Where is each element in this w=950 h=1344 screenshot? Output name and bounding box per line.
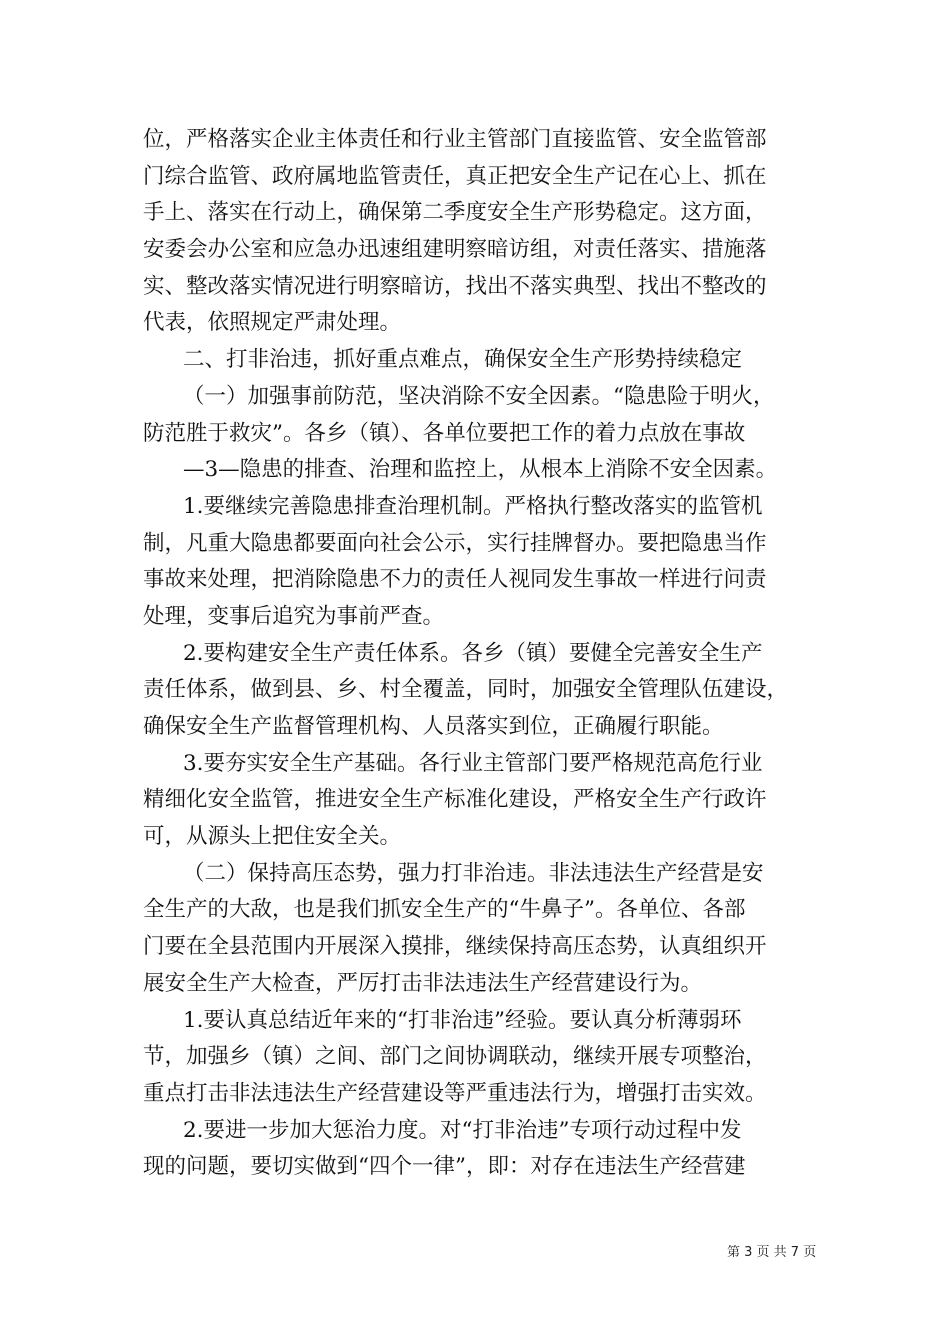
text-line: 门综合监管、政府属地监管责任，真正把安全生产记在心上、抓在 [143, 163, 767, 189]
text-line: 门要在全县范围内开展深入摸排，继续保持高压态势，认真组织开 [143, 934, 767, 960]
text-line: 全生产的大敌，也是我们抓安全生产的“牛鼻子”。各单位、各部 [143, 897, 746, 923]
text-line: 代表，依照规定严肃处理。 [143, 310, 402, 336]
text-line: 2.要构建安全生产责任体系。各乡（镇）要健全完善安全生产 [183, 640, 763, 666]
text-line: 实、整改落实情况进行明察暗访，找出不落实典型、找出不整改的 [143, 273, 767, 299]
paragraph [143, 379, 823, 452]
text-line: 处理，变事后追究为事前严查。 [143, 603, 445, 629]
text-line: 确保安全生产监督管理机构、人员落实到位，正确履行职能。 [143, 714, 724, 739]
text-line: 责任体系，做到县、乡、村全覆盖，同时，加强安全管理队伍建设， [143, 677, 789, 703]
text-line: 重点打击非法违法生产经营建设等严重违法行为，增强打击实效。 [143, 1080, 767, 1106]
text-line: 防范胜于救灾”。各乡（镇）、各单位要把工作的着力点放在事故 [143, 420, 746, 446]
paragraph [143, 1113, 823, 1186]
text-line: 精细化安全监管，推进安全生产标准化建设，严格安全生产行政许 [143, 787, 767, 813]
text-line: （二）保持高压态势，强力打非治违。非法违法生产经营是安 [183, 860, 764, 886]
page-number: 第 3 页 共 7 页 [727, 1245, 817, 1260]
text-line: 位，严格落实企业主体责任和行业主管部门直接监管、安全监管部 [143, 127, 767, 152]
text-line: 3.要夯实安全生产基础。各行业主管部门要严格规范高危行业 [183, 750, 763, 776]
text-line: 制，凡重大隐患都要面向社会公示，实行挂牌督办。要把隐患当作 [143, 530, 767, 556]
paragraph [143, 636, 823, 746]
text-line: 展安全生产大检查，严厉打击非法违法生产经营建设行为。 [143, 970, 703, 996]
document-body [143, 122, 823, 1186]
text-line: 1.要继续完善隐患排查治理机制。严格执行整改落实的监管机 [183, 493, 763, 519]
text-line: 现的问题，要切实做到“四个一律”，即：对存在违法生产经营建 [143, 1154, 746, 1180]
text-line: （一）加强事前防范，坚决消除不安全因素。“隐患险于明火， [183, 383, 775, 409]
paragraph [143, 746, 823, 856]
paragraph [143, 1003, 823, 1113]
paragraph [143, 489, 823, 636]
paragraph [143, 452, 823, 489]
text-line: 可，从源头上把住安全关。 [143, 824, 402, 850]
text-line: 事故来处理，把消除隐患不力的责任人视同发生事故一样进行问责 [143, 567, 767, 593]
text-line: —3—隐患的排查、治理和监控上，从根本上消除不安全因素。 [183, 457, 778, 483]
paragraph [143, 122, 823, 342]
text-line: 安委会办公室和应急办迅速组建明察暗访组，对责任落实、措施落 [143, 237, 767, 263]
text-line: 节，加强乡（镇）之间、部门之间协调联动，继续开展专项整治， [143, 1044, 767, 1070]
text-line: 二、打非治违，抓好重点难点，确保安全生产形势持续稳定 [183, 347, 743, 373]
text-line: 2.要进一步加大惩治力度。对“打非治违”专项行动过程中发 [183, 1117, 742, 1143]
paragraph [143, 856, 823, 1003]
text-line: 手上、落实在行动上，确保第二季度安全生产形势稳定。这方面， [143, 200, 767, 226]
paragraph [143, 342, 823, 379]
text-line: 1.要认真总结近年来的“打非治违”经验。要认真分析薄弱环 [183, 1007, 742, 1033]
